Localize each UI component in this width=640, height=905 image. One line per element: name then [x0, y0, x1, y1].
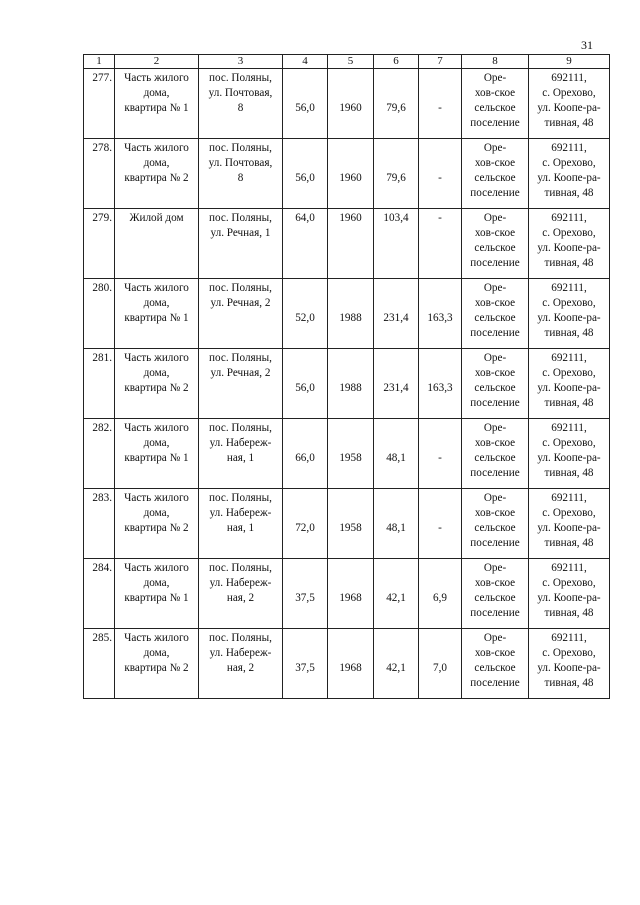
column-header: 3 — [199, 55, 283, 69]
residual-value-cell-text: - — [438, 522, 442, 534]
column-header: 5 — [328, 55, 374, 69]
object-name-cell — [115, 629, 199, 699]
row-number-cell — [84, 279, 115, 349]
postal-address-cell-text: 692111, с. Орехово, ул. Коопе-ра- тивная, 48 — [537, 492, 601, 549]
settlement-cell-text: Оре- хов-ское сельское поселение — [470, 72, 520, 129]
row-number-cell — [84, 419, 115, 489]
residual-value-cell — [419, 559, 462, 629]
settlement-cell — [462, 69, 529, 139]
settlement-cell — [462, 489, 529, 559]
year-cell — [328, 489, 374, 559]
row-number-cell-text: 285. — [92, 632, 112, 644]
address-cell-text: пос. Поляны, ул. Набереж- ная, 1 — [209, 492, 272, 534]
object-name-cell-text: Часть жилого дома, квартира № 1 — [124, 562, 189, 604]
residual-value-cell — [419, 629, 462, 699]
column-number-row — [84, 55, 610, 69]
settlement-cell — [462, 559, 529, 629]
year-cell — [328, 559, 374, 629]
area-cell-text: 64,0 — [295, 212, 315, 224]
residual-value-cell-text: - — [438, 212, 442, 224]
cost-cell-text: 79,6 — [386, 172, 406, 184]
settlement-cell-text: Оре- хов-ское сельское поселение — [470, 562, 520, 619]
row-number-cell — [84, 69, 115, 139]
area-cell-text: 37,5 — [295, 662, 315, 674]
settlement-cell — [462, 629, 529, 699]
address-cell-text: пос. Поляны, ул. Речная, 1 — [209, 212, 272, 239]
table-row — [84, 139, 610, 209]
column-header: 6 — [374, 55, 419, 69]
area-cell — [283, 69, 328, 139]
area-cell-text: 52,0 — [295, 312, 315, 324]
address-cell-text: пос. Поляны, ул. Набереж- ная, 2 — [209, 562, 272, 604]
object-name-cell — [115, 489, 199, 559]
row-number-cell — [84, 559, 115, 629]
column-header: 7 — [419, 55, 462, 69]
row-number-cell-text: 284. — [92, 562, 112, 574]
object-name-cell — [115, 559, 199, 629]
postal-address-cell — [529, 279, 610, 349]
settlement-cell — [462, 349, 529, 419]
table-row — [84, 349, 610, 419]
object-name-cell — [115, 419, 199, 489]
address-cell — [199, 419, 283, 489]
area-cell-text: 56,0 — [295, 382, 315, 394]
postal-address-cell-text: 692111, с. Орехово, ул. Коопе-ра- тивная, 48 — [537, 352, 601, 409]
postal-address-cell-text: 692111, с. Орехово, ул. Коопе-ра- тивная, 48 — [537, 422, 601, 479]
year-cell — [328, 419, 374, 489]
object-name-cell-text: Часть жилого дома, квартира № 2 — [124, 352, 189, 394]
area-cell — [283, 559, 328, 629]
residual-value-cell — [419, 279, 462, 349]
settlement-cell — [462, 419, 529, 489]
address-cell — [199, 559, 283, 629]
residual-value-cell — [419, 209, 462, 279]
row-number-cell — [84, 629, 115, 699]
cost-cell — [374, 139, 419, 209]
object-name-cell-text: Часть жилого дома, квартира № 2 — [124, 492, 189, 534]
settlement-cell — [462, 209, 529, 279]
cost-cell — [374, 629, 419, 699]
cost-cell-text: 42,1 — [386, 592, 406, 604]
cost-cell — [374, 419, 419, 489]
area-cell — [283, 629, 328, 699]
area-cell — [283, 139, 328, 209]
postal-address-cell-text: 692111, с. Орехово, ул. Коопе-ра- тивная, 48 — [537, 212, 601, 269]
postal-address-cell — [529, 139, 610, 209]
postal-address-cell-text: 692111, с. Орехово, ул. Коопе-ра- тивная, 48 — [537, 632, 601, 689]
row-number-cell-text: 278. — [92, 142, 112, 154]
year-cell — [328, 279, 374, 349]
cost-cell — [374, 489, 419, 559]
postal-address-cell — [529, 489, 610, 559]
postal-address-cell — [529, 419, 610, 489]
year-cell-text: 1960 — [339, 102, 362, 114]
year-cell-text: 1958 — [339, 522, 362, 534]
postal-address-cell-text: 692111, с. Орехово, ул. Коопе-ра- тивная, 48 — [537, 72, 601, 129]
table-row — [84, 559, 610, 629]
postal-address-cell — [529, 559, 610, 629]
cost-cell-text: 103,4 — [383, 212, 409, 224]
row-number-cell — [84, 209, 115, 279]
postal-address-cell-text: 692111, с. Орехово, ул. Коопе-ра- тивная, 48 — [537, 562, 601, 619]
area-cell-text: 66,0 — [295, 452, 315, 464]
address-cell — [199, 279, 283, 349]
postal-address-cell-text: 692111, с. Орехово, ул. Коопе-ра- тивная, 48 — [537, 282, 601, 339]
area-cell-text: 37,5 — [295, 592, 315, 604]
cost-cell-text: 48,1 — [386, 522, 406, 534]
settlement-cell-text: Оре- хов-ское сельское поселение — [470, 212, 520, 269]
table-row — [84, 629, 610, 699]
area-cell — [283, 349, 328, 419]
address-cell-text: пос. Поляны, ул. Речная, 2 — [209, 282, 272, 309]
settlement-cell — [462, 279, 529, 349]
residual-value-cell-text: 6,9 — [433, 592, 447, 604]
area-cell-text: 72,0 — [295, 522, 315, 534]
column-header: 4 — [283, 55, 328, 69]
area-cell — [283, 419, 328, 489]
settlement-cell-text: Оре- хов-ское сельское поселение — [470, 142, 520, 199]
residual-value-cell — [419, 489, 462, 559]
table-row — [84, 69, 610, 139]
cost-cell — [374, 559, 419, 629]
address-cell-text: пос. Поляны, ул. Речная, 2 — [209, 352, 272, 379]
row-number-cell-text: 281. — [92, 352, 112, 364]
year-cell — [328, 139, 374, 209]
residual-value-cell-text: 163,3 — [427, 382, 453, 394]
object-name-cell — [115, 139, 199, 209]
settlement-cell-text: Оре- хов-ское сельское поселение — [470, 352, 520, 409]
cost-cell-text: 79,6 — [386, 102, 406, 114]
cost-cell — [374, 209, 419, 279]
residual-value-cell-text: 163,3 — [427, 312, 453, 324]
row-number-cell-text: 283. — [92, 492, 112, 504]
settlement-cell-text: Оре- хов-ское сельское поселение — [470, 492, 520, 549]
address-cell — [199, 489, 283, 559]
object-name-cell — [115, 69, 199, 139]
settlement-cell — [462, 139, 529, 209]
address-cell — [199, 209, 283, 279]
year-cell — [328, 629, 374, 699]
object-name-cell — [115, 279, 199, 349]
postal-address-cell — [529, 349, 610, 419]
row-number-cell — [84, 349, 115, 419]
column-header: 9 — [529, 55, 610, 69]
column-header: 1 — [84, 55, 115, 69]
table-row — [84, 279, 610, 349]
year-cell-text: 1960 — [339, 172, 362, 184]
row-number-cell-text: 280. — [92, 282, 112, 294]
table-row — [84, 209, 610, 279]
object-name-cell-text: Часть жилого дома, квартира № 1 — [124, 72, 189, 114]
area-cell — [283, 279, 328, 349]
year-cell-text: 1988 — [339, 312, 362, 324]
residual-value-cell — [419, 419, 462, 489]
year-cell — [328, 69, 374, 139]
property-registry-table — [83, 54, 610, 699]
area-cell-text: 56,0 — [295, 102, 315, 114]
cost-cell-text: 48,1 — [386, 452, 406, 464]
settlement-cell-text: Оре- хов-ское сельское поселение — [470, 282, 520, 339]
address-cell-text: пос. Поляны, ул. Почтовая, 8 — [208, 142, 273, 184]
postal-address-cell — [529, 69, 610, 139]
year-cell — [328, 209, 374, 279]
area-cell — [283, 489, 328, 559]
object-name-cell-text: Часть жилого дома, квартира № 2 — [124, 632, 189, 674]
object-name-cell — [115, 209, 199, 279]
row-number-cell-text: 282. — [92, 422, 112, 434]
postal-address-cell — [529, 209, 610, 279]
postal-address-cell-text: 692111, с. Орехово, ул. Коопе-ра- тивная, 48 — [537, 142, 601, 199]
page-number: 31 — [581, 38, 593, 52]
row-number-cell-text: 277. — [92, 72, 112, 84]
address-cell-text: пос. Поляны, ул. Почтовая, 8 — [208, 72, 273, 114]
row-number-cell-text: 279. — [92, 212, 112, 224]
object-name-cell-text: Часть жилого дома, квартира № 1 — [124, 422, 189, 464]
address-cell — [199, 139, 283, 209]
row-number-cell — [84, 139, 115, 209]
address-cell — [199, 349, 283, 419]
cost-cell — [374, 349, 419, 419]
area-cell-text: 56,0 — [295, 172, 315, 184]
postal-address-cell — [529, 629, 610, 699]
year-cell-text: 1988 — [339, 382, 362, 394]
object-name-cell — [115, 349, 199, 419]
address-cell-text: пос. Поляны, ул. Набереж- ная, 1 — [209, 422, 272, 464]
year-cell-text: 1958 — [339, 452, 362, 464]
row-number-cell — [84, 489, 115, 559]
residual-value-cell — [419, 69, 462, 139]
settlement-cell-text: Оре- хов-ское сельское поселение — [470, 422, 520, 479]
cost-cell-text: 231,4 — [383, 312, 409, 324]
address-cell-text: пос. Поляны, ул. Набереж- ная, 2 — [209, 632, 272, 674]
year-cell-text: 1968 — [339, 662, 362, 674]
year-cell — [328, 349, 374, 419]
residual-value-cell — [419, 349, 462, 419]
column-header: 2 — [115, 55, 199, 69]
settlement-cell-text: Оре- хов-ское сельское поселение — [470, 632, 520, 689]
residual-value-cell-text: 7,0 — [433, 662, 447, 674]
residual-value-cell-text: - — [438, 102, 442, 114]
address-cell — [199, 69, 283, 139]
address-cell — [199, 629, 283, 699]
area-cell — [283, 209, 328, 279]
cost-cell-text: 231,4 — [383, 382, 409, 394]
year-cell-text: 1968 — [339, 592, 362, 604]
object-name-cell-text: Жилой дом — [129, 212, 184, 224]
object-name-cell-text: Часть жилого дома, квартира № 1 — [124, 282, 189, 324]
year-cell-text: 1960 — [339, 212, 362, 224]
residual-value-cell-text: - — [438, 172, 442, 184]
table-row — [84, 489, 610, 559]
residual-value-cell-text: - — [438, 452, 442, 464]
cost-cell — [374, 279, 419, 349]
object-name-cell-text: Часть жилого дома, квартира № 2 — [124, 142, 189, 184]
residual-value-cell — [419, 139, 462, 209]
cost-cell-text: 42,1 — [386, 662, 406, 674]
column-header: 8 — [462, 55, 529, 69]
cost-cell — [374, 69, 419, 139]
table-row — [84, 419, 610, 489]
